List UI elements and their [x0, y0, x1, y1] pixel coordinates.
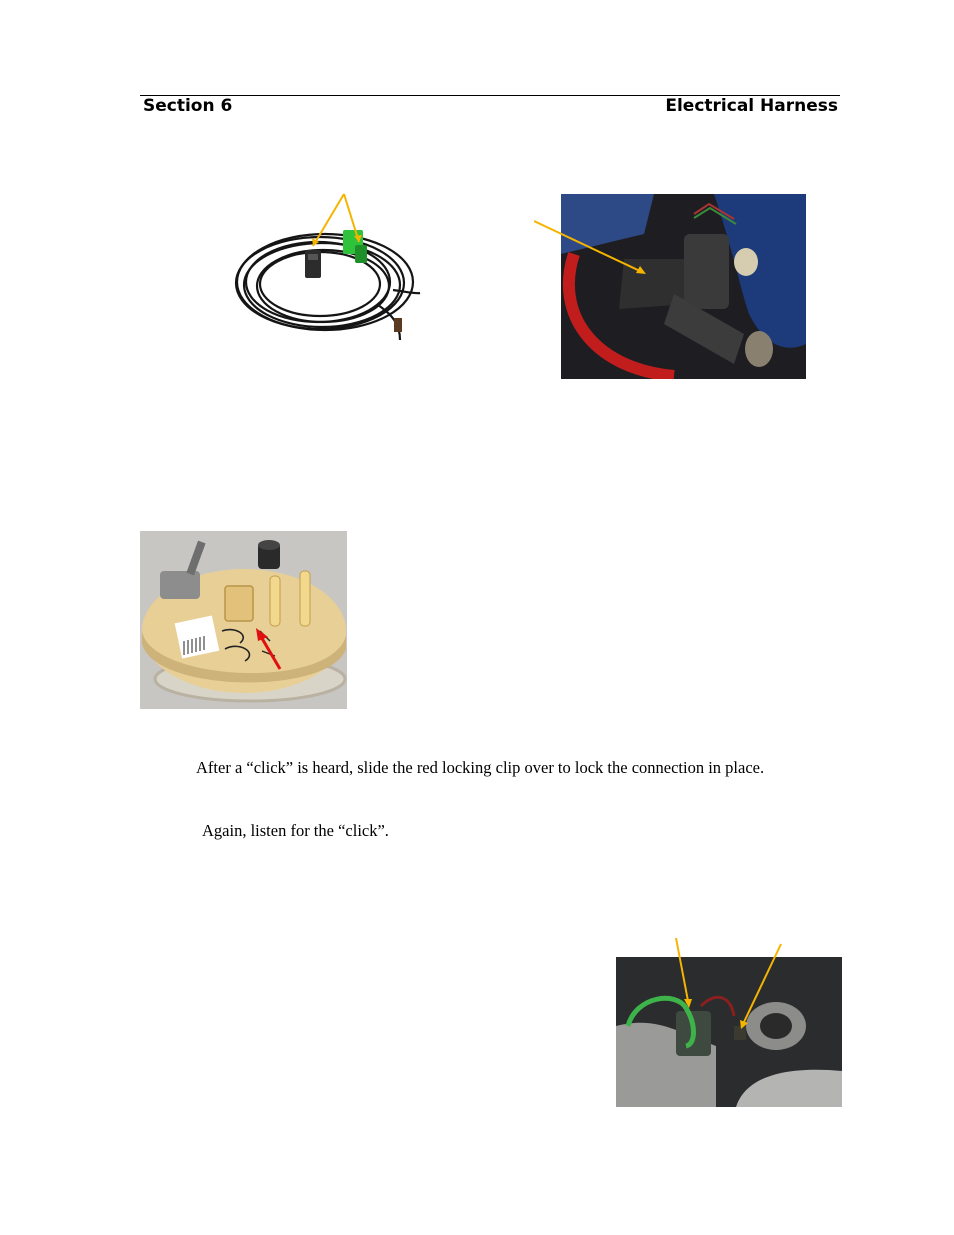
fuel-module-photo: [140, 531, 347, 709]
harness-coil-photo: [228, 190, 428, 350]
section-label: Section 6: [143, 96, 233, 116]
engine-bay-connector-photo: [534, 194, 806, 379]
section-title: Electrical Harness: [665, 96, 838, 116]
throttle-connector-photo: [616, 936, 842, 1107]
instruction-line-1: After a “click” is heard, slide the red locking clip over to lock the connection in place.: [196, 758, 765, 777]
instruction-line-2: Again, listen for the “click”.: [202, 821, 389, 840]
